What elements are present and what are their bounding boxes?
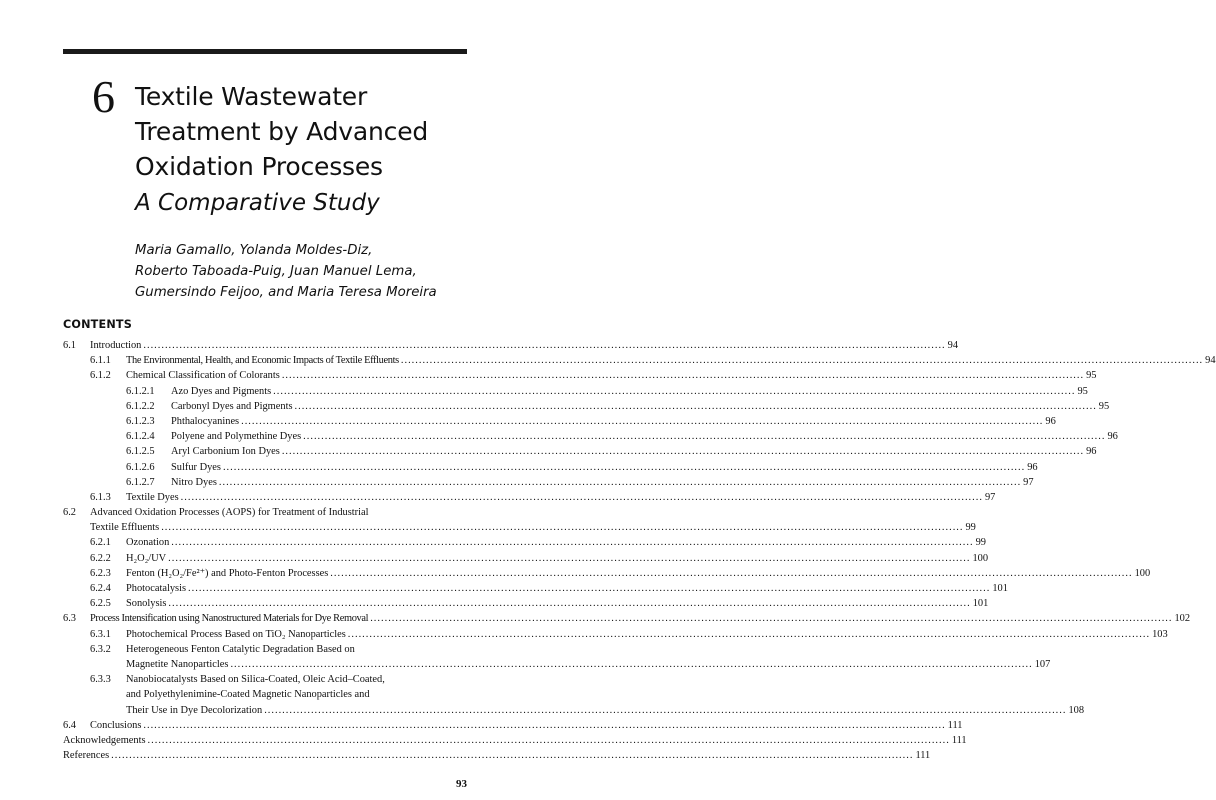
- toc-entry-title: Aryl Carbonium Ion Dyes: [171, 446, 280, 458]
- toc-entry-page: 103: [1152, 628, 1168, 640]
- toc-entry-title: Sonolysis: [126, 598, 167, 610]
- toc-leader: [303, 429, 1105, 444]
- toc-entry-page: 94: [947, 340, 959, 351]
- toc-entry-page: 111: [951, 734, 967, 746]
- toc-entry-page: 101: [992, 583, 1008, 594]
- toc-leader: [161, 520, 963, 535]
- toc-entry: [63, 627, 1168, 642]
- toc-leader: [143, 338, 945, 353]
- author-line: Gumersindo Feijoo, and Maria Teresa Moreira: [135, 285, 437, 300]
- toc-leader: [330, 566, 1132, 581]
- toc-entry: [63, 611, 1191, 626]
- toc-entry-title: Nitro Dyes: [171, 476, 217, 488]
- toc-entry: [63, 551, 989, 566]
- toc-entry: [63, 368, 1097, 383]
- toc-leader: [241, 414, 1043, 429]
- chapter-subtitle: A Comparative Study: [135, 190, 380, 216]
- toc-entry: [63, 505, 467, 520]
- toc-entry-number: 6.3.3: [90, 674, 111, 686]
- toc-entry-title: and Polyethylenimine-Coated Magnetic Nanoparticles and: [126, 689, 370, 701]
- toc-entry-title: Textile Dyes: [126, 491, 179, 503]
- toc-entry-page: 108: [1068, 704, 1085, 716]
- toc-entry-number: 6.1.1: [90, 355, 111, 367]
- toc-leader: [230, 657, 1032, 672]
- toc-entry-title: Process Intensification using Nanostructured Materials for Dye Removal: [90, 613, 369, 625]
- page-number: 93: [456, 778, 467, 790]
- toc-entry-title: References: [63, 750, 110, 762]
- toc-leader: [370, 611, 1172, 626]
- toc-entry-page: 95: [1086, 370, 1097, 382]
- toc-entry-page: 97: [984, 491, 996, 503]
- toc-entry-title: Carbonyl Dyes and Pigments: [171, 400, 293, 412]
- toc-entry-number: 6.1.3: [90, 491, 111, 503]
- toc-entry: [63, 444, 1097, 459]
- author-line: Maria Gamallo, Yolanda Moldes-Diz,: [135, 243, 373, 258]
- toc-entry-number: 6.3.1: [90, 628, 111, 640]
- toc-entry: [63, 581, 1008, 596]
- toc-entry-page: 100: [972, 552, 989, 564]
- toc-entry-number: 6.1.2.5: [126, 446, 155, 458]
- toc-entry: [63, 475, 1034, 490]
- toc-leader: [401, 353, 1203, 368]
- toc-entry-page: 96: [1086, 446, 1097, 458]
- toc-leader: [111, 748, 913, 763]
- toc-entry-title: Polyene and Polymethine Dyes: [171, 431, 302, 443]
- table-of-contents: [63, 338, 1216, 763]
- toc-entry-title: The Environmental, Health, and Economic Impacts of Textile Effluents: [126, 355, 399, 367]
- toc-entry-number: 6.3: [63, 613, 76, 625]
- toc-entry-number: 6.1: [63, 340, 76, 351]
- toc-entry-number: 6.2.3: [90, 567, 111, 579]
- contents-heading: CONTENTS: [63, 318, 133, 331]
- toc-entry: [63, 596, 989, 611]
- toc-leader: [168, 596, 970, 611]
- toc-entry-title: Heterogeneous Fenton Catalytic Degradation Based on: [126, 643, 355, 655]
- toc-leader: [171, 535, 973, 550]
- toc-entry: [63, 338, 959, 353]
- toc-entry-number: 6.1.2.6: [126, 461, 155, 473]
- author-list: [135, 240, 437, 303]
- toc-entry-title: Advanced Oxidation Processes (AOPS) for Treatment of Industrial: [90, 507, 369, 519]
- toc-leader: [168, 551, 970, 566]
- toc-entry-title: Azo Dyes and Pigments: [171, 385, 272, 397]
- toc-leader: [219, 475, 1021, 490]
- toc-entry-page: 94: [1205, 355, 1216, 367]
- toc-entry-page: 95: [1098, 400, 1110, 412]
- toc-entry-number: 6.4: [63, 719, 76, 731]
- toc-leader: [264, 703, 1066, 718]
- author-line: Roberto Taboada-Puig, Juan Manuel Lema,: [135, 264, 417, 279]
- toc-entry-page: 101: [972, 598, 989, 610]
- toc-leader: [148, 733, 950, 748]
- toc-entry-title: Nanobiocatalysts Based on Silica-Coated, Oleic Acid–Coated,: [126, 674, 385, 686]
- toc-entry-number: 6.1.2.1: [126, 385, 155, 397]
- toc-entry-title: Ozonation: [126, 537, 170, 549]
- toc-entry-page: 99: [965, 522, 976, 534]
- toc-entry-page: 96: [1027, 461, 1038, 473]
- toc-leader: [181, 490, 983, 505]
- toc-entry-number: 6.2.4: [90, 583, 111, 594]
- toc-entry-title: Phthalocyanines: [171, 415, 240, 427]
- toc-entry: [63, 353, 1216, 368]
- toc-entry-title: Fenton (H₂O₂/Fe²⁺) and Photo-Fenton Processes: [126, 567, 329, 579]
- toc-entry-title: Magnetite Nanoparticles: [126, 658, 229, 670]
- toc-entry-number: 6.1.2.2: [126, 400, 155, 412]
- toc-entry: [63, 748, 931, 763]
- toc-leader: [143, 718, 945, 733]
- toc-leader: [282, 444, 1084, 459]
- toc-entry-number: 6.2.5: [90, 598, 111, 610]
- toc-entry: [63, 384, 1088, 399]
- toc-entry-title: Photochemical Process Based on TiO₂ Nanoparticles: [126, 628, 346, 640]
- toc-entry-continuation: [63, 687, 467, 702]
- toc-entry-page: 111: [915, 750, 931, 762]
- toc-leader: [295, 399, 1097, 414]
- top-rule: [63, 49, 467, 54]
- toc-entry-title: Conclusions: [90, 719, 142, 731]
- toc-entry: [63, 535, 986, 550]
- toc-entry-page: 95: [1077, 385, 1088, 397]
- toc-entry-page: 96: [1107, 431, 1118, 443]
- toc-leader: [188, 581, 990, 596]
- chapter-title-line: Oxidation Processes: [135, 152, 383, 181]
- toc-entry: [63, 718, 963, 733]
- chapter-number: 6: [92, 71, 115, 122]
- toc-entry-title: Sulfur Dyes: [171, 461, 221, 473]
- toc-entry-title: Acknowledgements: [63, 734, 146, 746]
- toc-entry-number: 6.1.2.3: [126, 415, 155, 427]
- toc-entry: [63, 672, 467, 687]
- toc-entry: [63, 460, 1038, 475]
- toc-leader: [348, 627, 1150, 642]
- chapter-title-line: Treatment by Advanced: [135, 117, 429, 146]
- toc-entry-title: Introduction: [90, 340, 142, 351]
- toc-entry: [63, 414, 1056, 429]
- toc-entry-number: 6.1.2: [90, 370, 111, 382]
- toc-entry: [63, 733, 967, 748]
- toc-entry-page: 102: [1174, 613, 1191, 625]
- toc-entry: [63, 429, 1118, 444]
- toc-entry-title: Photocatalysis: [126, 583, 187, 594]
- toc-entry-continuation: [63, 520, 976, 535]
- toc-entry-title: H₂O₂/UV: [126, 552, 167, 564]
- toc-entry-number: 6.2: [63, 507, 76, 519]
- toc-entry-number: 6.2.1: [90, 537, 111, 549]
- toc-leader: [282, 368, 1084, 383]
- chapter-title-line: Textile Wastewater: [135, 82, 368, 111]
- toc-entry-page: 107: [1034, 658, 1051, 670]
- toc-entry-number: 6.1.2.4: [126, 431, 155, 443]
- toc-entry-page: 96: [1045, 415, 1056, 427]
- toc-leader: [223, 460, 1025, 475]
- toc-entry: [63, 566, 1151, 581]
- toc-entry-title: Chemical Classification of Colorants: [126, 370, 280, 382]
- toc-entry-page: 97: [1023, 476, 1034, 488]
- toc-entry-title: Their Use in Dye Decolorization: [126, 704, 263, 716]
- toc-entry: [63, 642, 467, 657]
- toc-entry-continuation: [63, 657, 1051, 672]
- toc-entry-number: 6.2.2: [90, 552, 111, 564]
- toc-entry-page: 99: [975, 537, 986, 549]
- toc-entry-number: 6.3.2: [90, 643, 111, 655]
- toc-leader: [273, 384, 1075, 399]
- toc-entry-title: Textile Effluents: [90, 522, 160, 534]
- chapter-title: [135, 79, 428, 220]
- toc-entry-page: 100: [1134, 567, 1151, 579]
- toc-entry: [63, 399, 1110, 414]
- toc-entry-page: 111: [947, 719, 963, 731]
- toc-entry: [63, 490, 996, 505]
- toc-entry-number: 6.1.2.7: [126, 476, 155, 488]
- toc-entry-continuation: [63, 703, 1085, 718]
